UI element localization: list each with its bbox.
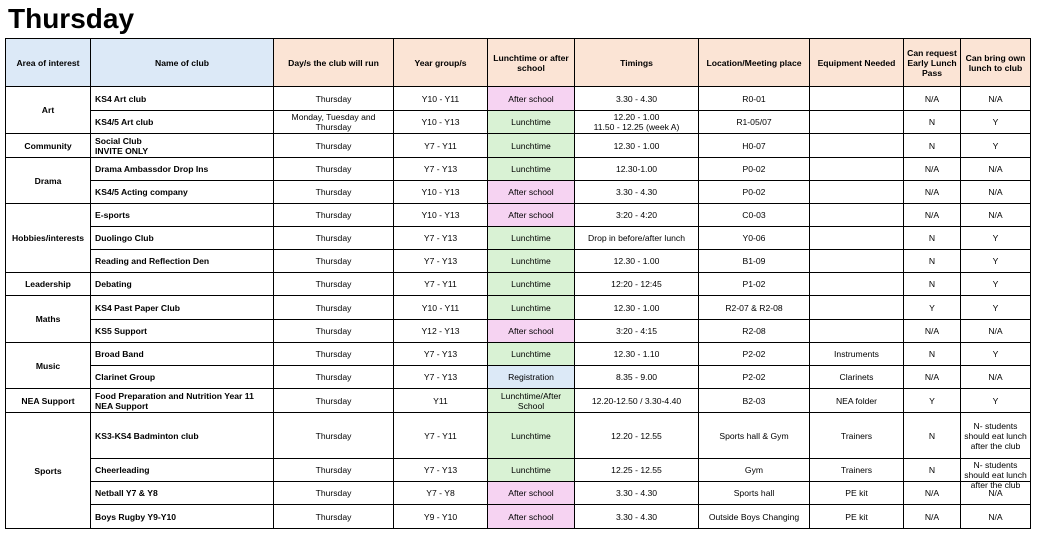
club-name: KS3-KS4 Badminton club bbox=[91, 413, 274, 459]
club-days: Thursday bbox=[274, 134, 394, 158]
table-row bbox=[6, 482, 1031, 505]
club-name: E-sports bbox=[91, 204, 274, 227]
club-equipment bbox=[810, 204, 904, 227]
group-community: Community bbox=[6, 134, 91, 158]
club-location: P2-02 bbox=[699, 366, 810, 389]
club-location: R2-08 bbox=[699, 320, 810, 343]
club-timings: 3.30 - 4.30 bbox=[575, 181, 699, 204]
header-days: Day/s the club will run bbox=[274, 39, 394, 87]
club-year: Y9 - Y10 bbox=[394, 505, 488, 529]
club-type: Lunchtime/After School bbox=[488, 389, 575, 413]
club-days: Monday, Tuesday and Thursday bbox=[274, 111, 394, 134]
club-equipment bbox=[810, 250, 904, 273]
club-location: Gym bbox=[699, 459, 810, 482]
club-year: Y7 - Y11 bbox=[394, 413, 488, 459]
header-equipment: Equipment Needed bbox=[810, 39, 904, 87]
club-name: Duolingo Club bbox=[91, 227, 274, 250]
club-year: Y7 - Y13 bbox=[394, 158, 488, 181]
club-name: Clarinet Group bbox=[91, 366, 274, 389]
club-location: R1-05/07 bbox=[699, 111, 810, 134]
club-own-lunch: Y bbox=[961, 227, 1031, 250]
header-name: Name of club bbox=[91, 39, 274, 87]
club-own-lunch: N/A bbox=[961, 87, 1031, 111]
timing-line: 12.20 - 1.00 bbox=[613, 112, 660, 122]
club-timings: 12.30 - 1.00 bbox=[575, 250, 699, 273]
club-days: Thursday bbox=[274, 227, 394, 250]
club-equipment: PE kit bbox=[810, 482, 904, 505]
club-name: Netball Y7 & Y8 bbox=[91, 482, 274, 505]
club-early-pass: N bbox=[904, 134, 961, 158]
club-timings: 12.30 - 1.00 bbox=[575, 296, 699, 320]
club-name: KS4/5 Art club bbox=[91, 111, 274, 134]
club-year: Y10 - Y13 bbox=[394, 204, 488, 227]
club-type: Lunchtime bbox=[488, 413, 575, 459]
club-location: Outside Boys Changing bbox=[699, 505, 810, 529]
club-year: Y7 - Y13 bbox=[394, 250, 488, 273]
club-timings: 12.30-1.00 bbox=[575, 158, 699, 181]
club-days: Thursday bbox=[274, 296, 394, 320]
club-equipment: Trainers bbox=[810, 413, 904, 459]
club-location: R0-01 bbox=[699, 87, 810, 111]
club-early-pass: N bbox=[904, 413, 961, 459]
club-type: Lunchtime bbox=[488, 158, 575, 181]
club-equipment bbox=[810, 273, 904, 296]
club-type: Lunchtime bbox=[488, 273, 575, 296]
header-area: Area of interest bbox=[6, 39, 91, 87]
table-row bbox=[6, 158, 1031, 181]
club-name: Drama Ambassdor Drop Ins bbox=[91, 158, 274, 181]
club-type: Lunchtime bbox=[488, 134, 575, 158]
club-own-lunch: Y bbox=[961, 273, 1031, 296]
club-year: Y11 bbox=[394, 389, 488, 413]
table-row bbox=[6, 320, 1031, 343]
club-location: B1-09 bbox=[699, 250, 810, 273]
club-type: After school bbox=[488, 181, 575, 204]
table-row bbox=[6, 389, 1031, 413]
club-name: Debating bbox=[91, 273, 274, 296]
club-year: Y10 - Y11 bbox=[394, 296, 488, 320]
header-own-lunch: Can bring own lunch to club bbox=[961, 39, 1031, 87]
club-timings: 3:20 - 4:20 bbox=[575, 204, 699, 227]
club-type: Lunchtime bbox=[488, 227, 575, 250]
club-equipment: Instruments bbox=[810, 343, 904, 366]
club-early-pass: N/A bbox=[904, 204, 961, 227]
club-own-lunch: Y bbox=[961, 250, 1031, 273]
table-row bbox=[6, 87, 1031, 111]
group-art: Art bbox=[6, 87, 91, 134]
group-sports: Sports bbox=[6, 413, 91, 529]
table-row bbox=[6, 366, 1031, 389]
club-type: Registration bbox=[488, 366, 575, 389]
club-location: P1-02 bbox=[699, 273, 810, 296]
club-own-lunch: Y bbox=[961, 296, 1031, 320]
club-year: Y10 - Y13 bbox=[394, 111, 488, 134]
club-equipment bbox=[810, 158, 904, 181]
club-equipment: Trainers bbox=[810, 459, 904, 482]
group-hobbies: Hobbies/interests bbox=[6, 204, 91, 273]
club-location: P0-02 bbox=[699, 158, 810, 181]
club-location: P0-02 bbox=[699, 181, 810, 204]
club-year: Y7 - Y8 bbox=[394, 482, 488, 505]
club-timings: 12.25 - 12.55 bbox=[575, 459, 699, 482]
club-year: Y7 - Y13 bbox=[394, 366, 488, 389]
club-days: Thursday bbox=[274, 181, 394, 204]
club-type: After school bbox=[488, 505, 575, 529]
club-location: C0-03 bbox=[699, 204, 810, 227]
club-type: After school bbox=[488, 87, 575, 111]
club-location: Sports hall bbox=[699, 482, 810, 505]
club-name: KS4 Past Paper Club bbox=[91, 296, 274, 320]
club-timings bbox=[575, 111, 699, 134]
club-days: Thursday bbox=[274, 389, 394, 413]
club-equipment: NEA folder bbox=[810, 389, 904, 413]
club-timings: 3:20 - 4:15 bbox=[575, 320, 699, 343]
club-year: Y7 - Y13 bbox=[394, 343, 488, 366]
club-type: Lunchtime bbox=[488, 250, 575, 273]
club-year: Y7 - Y13 bbox=[394, 459, 488, 482]
club-equipment bbox=[810, 181, 904, 204]
club-equipment bbox=[810, 227, 904, 250]
club-type: Lunchtime bbox=[488, 296, 575, 320]
table-row bbox=[6, 505, 1031, 529]
table-row bbox=[6, 181, 1031, 204]
club-own-lunch: N/A bbox=[961, 181, 1031, 204]
club-early-pass: Y bbox=[904, 389, 961, 413]
club-year: Y7 - Y11 bbox=[394, 273, 488, 296]
club-name-line: INVITE ONLY bbox=[95, 145, 149, 156]
club-equipment bbox=[810, 320, 904, 343]
club-days: Thursday bbox=[274, 343, 394, 366]
club-equipment: Clarinets bbox=[810, 366, 904, 389]
club-early-pass: N/A bbox=[904, 158, 961, 181]
club-timings: 12.30 - 1.00 bbox=[575, 134, 699, 158]
table-row bbox=[6, 111, 1031, 134]
club-days: Thursday bbox=[274, 413, 394, 459]
club-type: Lunchtime bbox=[488, 343, 575, 366]
club-location: P2-02 bbox=[699, 343, 810, 366]
club-days: Thursday bbox=[274, 505, 394, 529]
club-name: Broad Band bbox=[91, 343, 274, 366]
club-year: Y10 - Y13 bbox=[394, 181, 488, 204]
club-days: Thursday bbox=[274, 250, 394, 273]
club-early-pass: N bbox=[904, 227, 961, 250]
club-early-pass: N/A bbox=[904, 505, 961, 529]
clubs-table bbox=[5, 38, 1031, 529]
club-own-lunch: Y bbox=[961, 111, 1031, 134]
club-early-pass: N/A bbox=[904, 320, 961, 343]
club-days: Thursday bbox=[274, 459, 394, 482]
club-timings: 12.20-12.50 / 3.30-4.40 bbox=[575, 389, 699, 413]
club-own-lunch: N/A bbox=[961, 482, 1031, 505]
group-maths: Maths bbox=[6, 296, 91, 343]
header-location: Location/Meeting place bbox=[699, 39, 810, 87]
club-year: Y7 - Y13 bbox=[394, 227, 488, 250]
club-timings: 3.30 - 4.30 bbox=[575, 482, 699, 505]
club-type: After school bbox=[488, 482, 575, 505]
club-days: Thursday bbox=[274, 87, 394, 111]
table-row bbox=[6, 459, 1031, 482]
club-name: Boys Rugby Y9-Y10 bbox=[91, 505, 274, 529]
club-name bbox=[91, 134, 274, 158]
club-own-lunch: N/A bbox=[961, 158, 1031, 181]
page-title: Thursday bbox=[8, 3, 135, 34]
club-own-lunch bbox=[961, 459, 1031, 490]
club-early-pass: N bbox=[904, 250, 961, 273]
club-equipment bbox=[810, 111, 904, 134]
club-timings: 12.20 - 12.55 bbox=[575, 413, 699, 459]
club-timings: 12.30 - 1.10 bbox=[575, 343, 699, 366]
club-days: Thursday bbox=[274, 482, 394, 505]
group-leadership: Leadership bbox=[6, 273, 91, 296]
club-own-lunch: N/A bbox=[961, 320, 1031, 343]
club-location: R2-07 & R2-08 bbox=[699, 296, 810, 320]
club-equipment: PE kit bbox=[810, 505, 904, 529]
club-location: Sports hall & Gym bbox=[699, 413, 810, 459]
table-row bbox=[6, 204, 1031, 227]
club-name: KS4 Art club bbox=[91, 87, 274, 111]
club-year: Y12 - Y13 bbox=[394, 320, 488, 343]
club-early-pass: N bbox=[904, 343, 961, 366]
timing-line: 11.50 - 12.25 (week A) bbox=[593, 122, 680, 132]
club-year: Y10 - Y11 bbox=[394, 87, 488, 111]
club-timings: Drop in before/after lunch bbox=[575, 227, 699, 250]
club-own-lunch: N/A bbox=[961, 204, 1031, 227]
club-year: Y7 - Y11 bbox=[394, 134, 488, 158]
club-days: Thursday bbox=[274, 204, 394, 227]
header-type: Lunchtime or after school bbox=[488, 39, 575, 87]
club-name: Reading and Reflection Den bbox=[91, 250, 274, 273]
club-name: KS4/5 Acting company bbox=[91, 181, 274, 204]
header-year: Year group/s bbox=[394, 39, 488, 87]
club-own-lunch: N/A bbox=[961, 505, 1031, 529]
club-location: Y0-06 bbox=[699, 227, 810, 250]
club-own-lunch: Y bbox=[961, 389, 1031, 413]
club-timings: 3.30 - 4.30 bbox=[575, 505, 699, 529]
club-own-lunch: Y bbox=[961, 134, 1031, 158]
club-type: Lunchtime bbox=[488, 459, 575, 482]
club-early-pass: N/A bbox=[904, 181, 961, 204]
club-early-pass: N bbox=[904, 273, 961, 296]
own-lunch-note: N- students should eat lunch after the club bbox=[964, 460, 1027, 490]
club-days: Thursday bbox=[274, 320, 394, 343]
table-row bbox=[6, 227, 1031, 250]
club-timings: 12:20 - 12:45 bbox=[575, 273, 699, 296]
club-location: H0-07 bbox=[699, 134, 810, 158]
club-own-lunch: Y bbox=[961, 343, 1031, 366]
club-equipment bbox=[810, 87, 904, 111]
club-equipment bbox=[810, 296, 904, 320]
header-timings: Timings bbox=[575, 39, 699, 87]
group-drama: Drama bbox=[6, 158, 91, 204]
club-early-pass: N/A bbox=[904, 366, 961, 389]
club-early-pass: N bbox=[904, 459, 961, 482]
club-timings: 8.35 - 9.00 bbox=[575, 366, 699, 389]
club-name: Food Preparation and Nutrition Year 11 NEA Support bbox=[91, 389, 274, 413]
club-name: KS5 Support bbox=[91, 320, 274, 343]
club-days: Thursday bbox=[274, 273, 394, 296]
club-days: Thursday bbox=[274, 158, 394, 181]
club-location: B2-03 bbox=[699, 389, 810, 413]
table-row bbox=[6, 296, 1031, 320]
club-timings: 3.30 - 4.30 bbox=[575, 87, 699, 111]
group-nea-support: NEA Support bbox=[6, 389, 91, 413]
club-days: Thursday bbox=[274, 366, 394, 389]
club-name: Cheerleading bbox=[91, 459, 274, 482]
group-music: Music bbox=[6, 343, 91, 389]
header-row bbox=[6, 39, 1031, 87]
table-row bbox=[6, 413, 1031, 459]
table-row bbox=[6, 343, 1031, 366]
table-row bbox=[6, 273, 1031, 296]
club-equipment bbox=[810, 134, 904, 158]
club-own-lunch: N- students should eat lunch after the club bbox=[961, 413, 1031, 459]
club-type: After school bbox=[488, 204, 575, 227]
club-own-lunch: N/A bbox=[961, 366, 1031, 389]
table-row bbox=[6, 134, 1031, 158]
table-row bbox=[6, 250, 1031, 273]
club-type: After school bbox=[488, 320, 575, 343]
club-name-line: Social Club bbox=[95, 135, 142, 146]
club-early-pass: N bbox=[904, 111, 961, 134]
header-early-pass: Can request Early Lunch Pass bbox=[904, 39, 961, 87]
club-early-pass: N/A bbox=[904, 87, 961, 111]
club-early-pass: N/A bbox=[904, 482, 961, 505]
club-early-pass: Y bbox=[904, 296, 961, 320]
club-type: Lunchtime bbox=[488, 111, 575, 134]
